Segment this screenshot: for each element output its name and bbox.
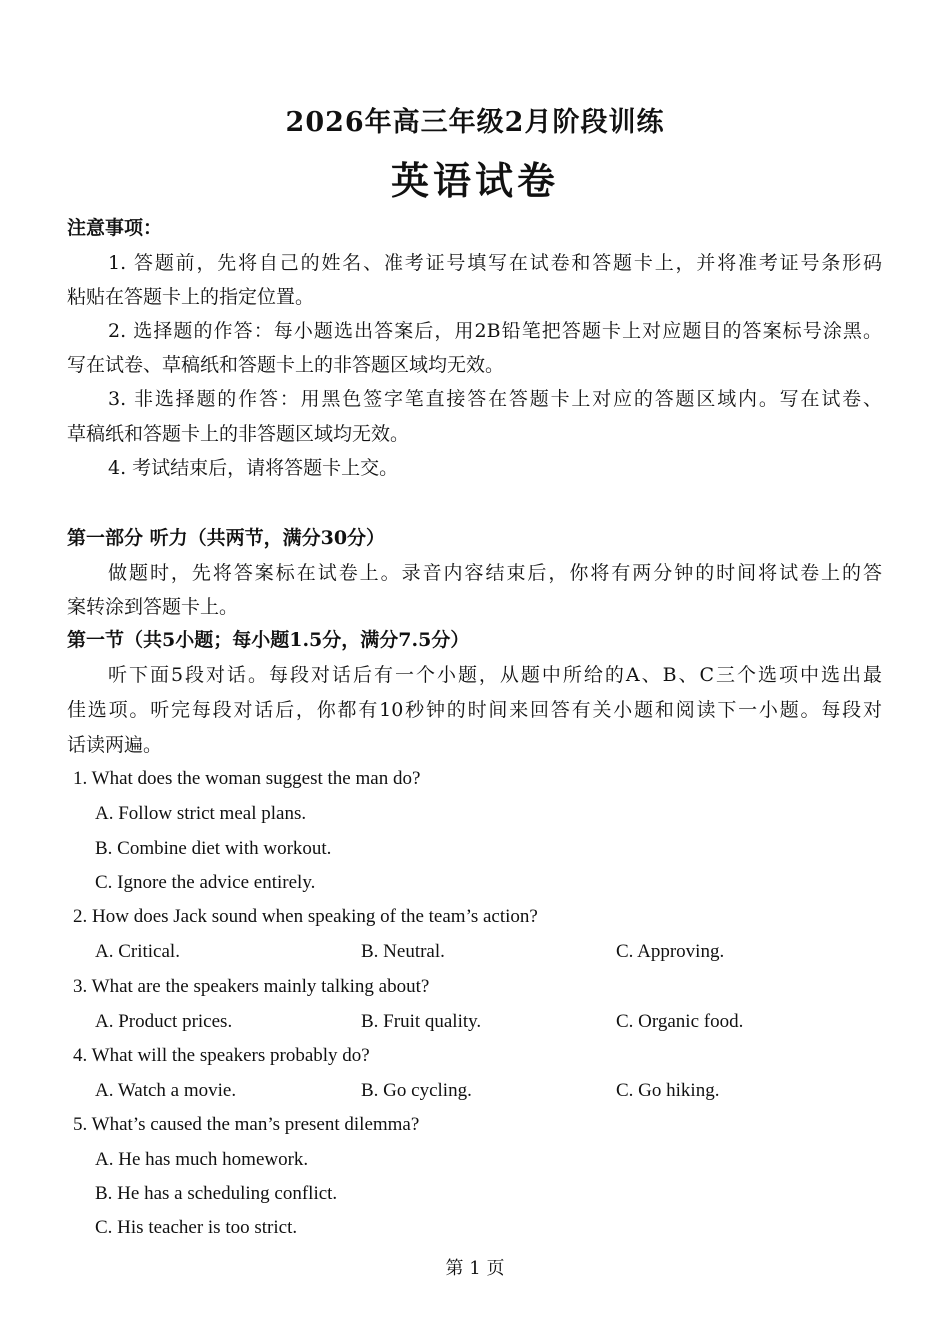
notice-line: 写在试卷、草稿纸和答题卡上的非答题区域均无效。 xyxy=(67,354,505,376)
option-c: C. Approving. xyxy=(616,941,725,962)
notice-line: 草稿纸和答题卡上的非答题区域均无效。 xyxy=(67,423,410,445)
option-c: C. Go hiking. xyxy=(616,1080,720,1101)
option-b: B. He has a scheduling conflict. xyxy=(95,1183,338,1204)
page-number: 第 1 页 xyxy=(445,1258,505,1279)
question-stem: 4. What will the speakers probably do? xyxy=(73,1045,370,1066)
question-stem: 3. What are the speakers mainly talking about? xyxy=(73,976,430,997)
subject-title: 英语试卷 xyxy=(390,158,559,203)
notice-line: 1. 答题前，先将自己的姓名、准考证号填写在试卷和答题卡上，并将准考证号条形码 xyxy=(108,252,882,274)
option-c: C. Organic food. xyxy=(616,1011,744,1032)
notice-line: 4. 考试结束后，请将答题卡上交。 xyxy=(108,457,399,479)
option-a: A. Watch a movie. xyxy=(95,1080,237,1101)
option-b: B. Fruit quality. xyxy=(361,1011,482,1032)
option-c: C. His teacher is too strict. xyxy=(95,1217,298,1238)
notice-line: 粘贴在答题卡上的指定位置。 xyxy=(67,286,315,308)
option-a: A. He has much homework. xyxy=(95,1149,309,1170)
option-a: A. Critical. xyxy=(95,941,180,962)
question-stem: 2. How does Jack sound when speaking of the team’s action? xyxy=(73,906,538,927)
question-stem: 5. What’s caused the man’s present dilemma? xyxy=(73,1114,420,1135)
option-a: A. Follow strict meal plans. xyxy=(95,803,307,824)
option-c: C. Ignore the advice entirely. xyxy=(95,872,316,893)
section1-intro-line: 听下面5段对话。每段对话后有一个小题，从题中所给的A、B、C三个选项中选出最 xyxy=(108,664,882,686)
option-a: A. Product prices. xyxy=(95,1011,233,1032)
option-b: B. Neutral. xyxy=(361,941,445,962)
part1-heading: 第一部分 听力（共两节，满分30分） xyxy=(67,527,386,549)
option-b: B. Go cycling. xyxy=(361,1080,472,1101)
notice-line: 2. 选择题的作答：每小题选出答案后，用2B铅笔把答题卡上对应题目的答案标号涂黑。 xyxy=(108,320,882,342)
part1-intro-line: 做题时，先将答案标在试卷上。录音内容结束后，你将有两分钟的时间将试卷上的答 xyxy=(108,562,882,584)
notice-line: 3. 非选择题的作答：用黑色签字笔直接答在答题卡上对应的答题区域内。写在试卷、 xyxy=(108,388,882,410)
exam-title: 2026年高三年级2月阶段训练 xyxy=(285,107,665,138)
section1-heading: 第一节（共5小题；每小题1.5分，满分7.5分） xyxy=(67,629,470,651)
question-stem: 1. What does the woman suggest the man do? xyxy=(73,768,421,789)
notice-heading: 注意事项： xyxy=(67,217,163,239)
section1-intro-line: 佳选项。听完每段对话后，你都有10秒钟的时间来回答有关小题和阅读下一小题。每段对 xyxy=(67,699,882,721)
option-b: B. Combine diet with workout. xyxy=(95,838,332,859)
section1-intro-line: 话读两遍。 xyxy=(67,734,163,756)
part1-intro-line: 案转涂到答题卡上。 xyxy=(67,596,239,618)
